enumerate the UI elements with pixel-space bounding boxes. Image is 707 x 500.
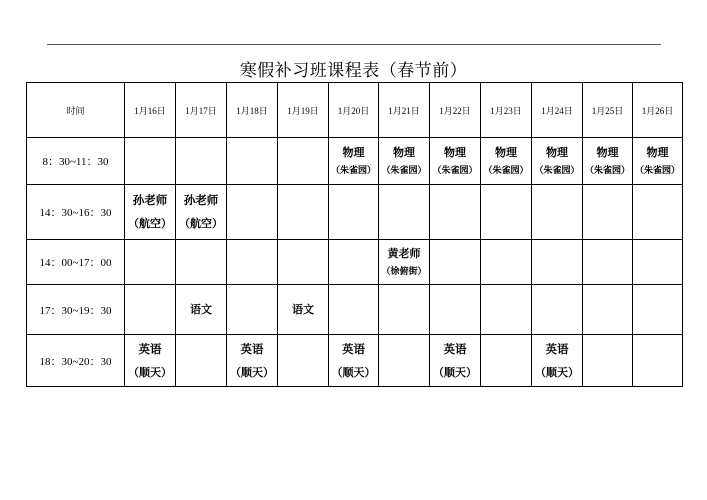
- class-name: 物理: [596, 145, 619, 159]
- class-location: （顺天）: [433, 365, 477, 379]
- class-location: （朱雀园）: [432, 165, 478, 176]
- schedule-cell: [583, 185, 633, 240]
- class-location: （朱雀园）: [584, 165, 630, 176]
- page-title: 寒假补习班课程表（春节前）: [239, 61, 468, 81]
- class-name: 物理: [646, 145, 669, 159]
- schedule-cell: [379, 285, 430, 335]
- class-location: （顺天）: [230, 365, 274, 379]
- schedule-cell: [633, 185, 683, 240]
- time-slot: 8：30~11：30: [27, 138, 125, 185]
- class-name: 英语: [240, 341, 264, 356]
- class-name: 物理: [342, 145, 365, 159]
- schedule-cell: [583, 335, 633, 387]
- date-header: 1月20日: [329, 83, 379, 138]
- schedule-cell: [176, 240, 227, 285]
- schedule-cell: [481, 335, 532, 387]
- schedule-cell: [633, 285, 683, 335]
- class-name: 语文: [292, 302, 314, 316]
- class-name: 黄老师: [387, 246, 421, 260]
- schedule-cell: [532, 138, 583, 185]
- schedule-cell: [583, 240, 633, 285]
- schedule-cell: [329, 185, 379, 240]
- schedule-cell: [227, 285, 278, 335]
- class-location: （顺天）: [331, 365, 376, 379]
- schedule-cell: [278, 240, 329, 285]
- class-name: 英语: [138, 341, 162, 356]
- class-name: 物理: [444, 145, 466, 159]
- table-row: [27, 240, 683, 285]
- schedule-cell: [176, 138, 227, 185]
- schedule-cell: [532, 285, 583, 335]
- date-header: 1月23日: [481, 83, 532, 138]
- schedule-cell: [481, 240, 532, 285]
- schedule-cell: [583, 138, 633, 185]
- schedule-cell: [481, 185, 532, 240]
- schedule-cell: [176, 285, 227, 335]
- time-slot: 17：30~19：30: [27, 285, 125, 335]
- schedule-cell: [227, 185, 278, 240]
- schedule-cell: [176, 185, 227, 240]
- schedule-cell: [379, 240, 430, 285]
- time-column-header: 时间: [27, 83, 125, 138]
- schedule-cell: [481, 138, 532, 185]
- class-location: （朱雀园）: [634, 165, 680, 176]
- class-name: 孙老师: [132, 193, 168, 207]
- schedule-cell: [278, 335, 329, 387]
- schedule-cell: [176, 335, 227, 387]
- date-header: 1月26日: [633, 83, 683, 138]
- schedule-cell: [329, 285, 379, 335]
- time-slot: 18：30~20：30: [27, 335, 125, 387]
- header-row: [27, 83, 683, 138]
- class-name: 英语: [545, 341, 569, 356]
- schedule-cell: [125, 138, 176, 185]
- table-row: [27, 185, 683, 240]
- schedule-cell: [532, 185, 583, 240]
- schedule-table: [26, 82, 683, 387]
- class-name: 英语: [443, 341, 467, 356]
- date-header: 1月24日: [532, 83, 583, 138]
- schedule-cell: [329, 138, 379, 185]
- class-location: （航空）: [179, 217, 223, 230]
- class-name: 孙老师: [183, 193, 219, 207]
- date-header: 1月21日: [379, 83, 430, 138]
- top-rule: [47, 44, 661, 45]
- schedule-cell: [430, 285, 481, 335]
- time-slot: 14：30~16：30: [27, 185, 125, 240]
- class-location: （徐俯街）: [381, 266, 427, 277]
- date-header: 1月22日: [430, 83, 481, 138]
- class-location: （朱雀园）: [330, 165, 376, 176]
- class-name: 物理: [495, 145, 517, 159]
- schedule-cell: [379, 185, 430, 240]
- class-location: （朱雀园）: [381, 165, 427, 176]
- schedule-cell: [379, 138, 430, 185]
- schedule-cell: [633, 240, 683, 285]
- schedule-cell: [430, 138, 481, 185]
- schedule-cell: [633, 335, 683, 387]
- schedule-cell: [278, 138, 329, 185]
- class-name: 物理: [393, 145, 415, 159]
- schedule-cell: [583, 285, 633, 335]
- schedule-cell: [379, 335, 430, 387]
- date-header: 1月17日: [176, 83, 227, 138]
- schedule-cell: [633, 138, 683, 185]
- class-name: 物理: [546, 145, 568, 159]
- class-location: （顺天）: [128, 365, 172, 379]
- class-name: 语文: [190, 302, 212, 316]
- schedule-cell: [532, 335, 583, 387]
- schedule-cell: [125, 240, 176, 285]
- schedule-cell: [227, 240, 278, 285]
- schedule-cell: [430, 185, 481, 240]
- date-header: 1月25日: [583, 83, 633, 138]
- schedule-cell: [125, 185, 176, 240]
- class-location: （朱雀园）: [534, 165, 580, 176]
- schedule-cell: [329, 240, 379, 285]
- schedule-cell: [430, 240, 481, 285]
- schedule-cell: [278, 185, 329, 240]
- class-location: （顺天）: [535, 365, 579, 379]
- date-header: 1月16日: [125, 83, 176, 138]
- date-header: 1月19日: [278, 83, 329, 138]
- class-location: （航空）: [128, 217, 172, 230]
- schedule-cell: [278, 285, 329, 335]
- schedule-cell: [532, 240, 583, 285]
- table-row: [27, 285, 683, 335]
- schedule-cell: [227, 335, 278, 387]
- schedule-cell: [481, 285, 532, 335]
- schedule-cell: [329, 335, 379, 387]
- table-row: [27, 138, 683, 185]
- table-row: [27, 335, 683, 387]
- class-name: 英语: [342, 341, 365, 356]
- schedule-cell: [125, 335, 176, 387]
- schedule-cell: [430, 335, 481, 387]
- class-location: （朱雀园）: [483, 165, 529, 176]
- schedule-cell: [227, 138, 278, 185]
- date-header: 1月18日: [227, 83, 278, 138]
- schedule-cell: [125, 285, 176, 335]
- time-slot: 14：00~17：00: [27, 240, 125, 285]
